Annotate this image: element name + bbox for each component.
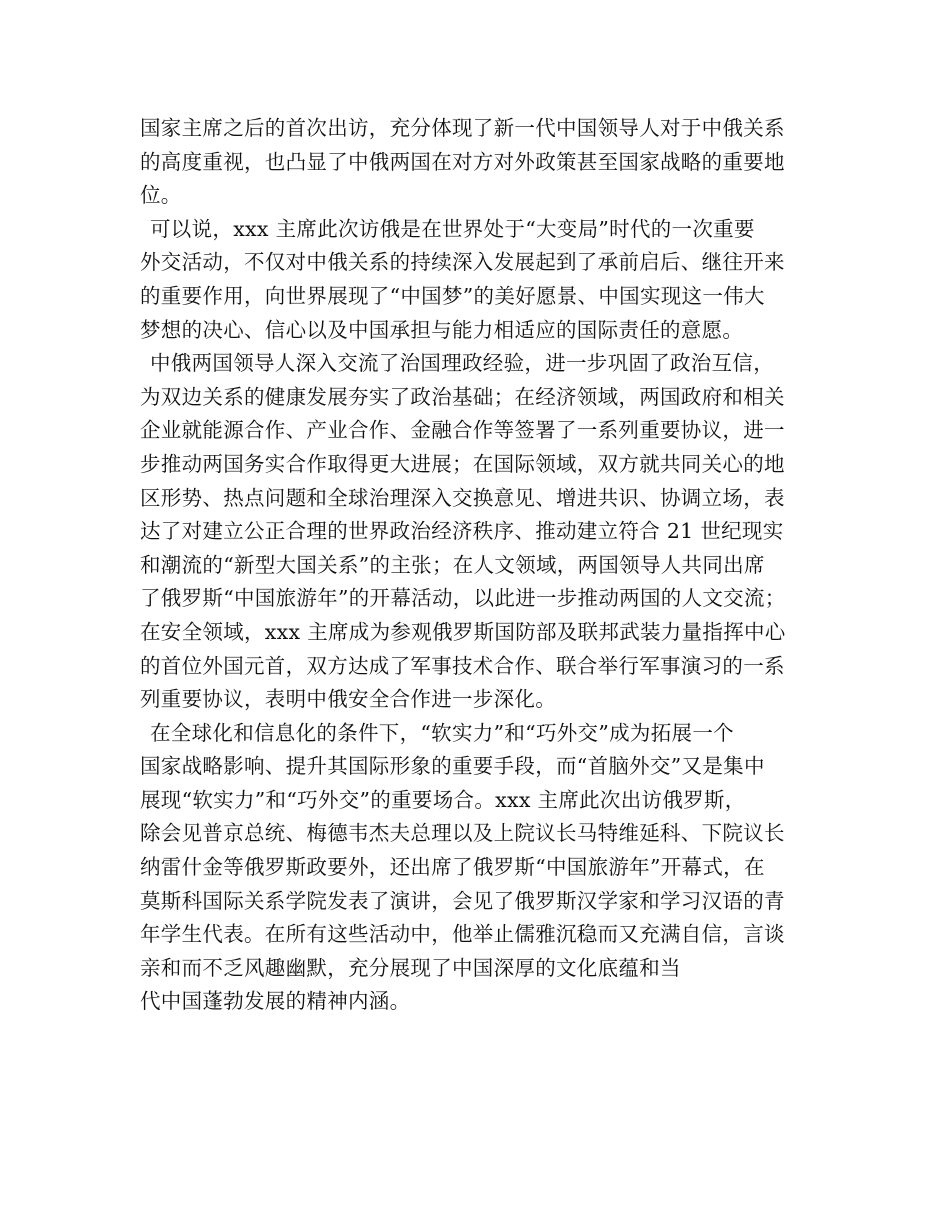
- text-line: 步推动两国务实合作取得更大进展；在国际领域，双方就共同关心的地: [140, 451, 785, 476]
- paragraph-start-line: 在全球化和信息化的条件下，“软实力”和“巧外交”成为拓展一个: [150, 720, 734, 745]
- text-line: 年学生代表。在所有这些活动中，他举止儒雅沉稳而又充满自信，言谈: [140, 922, 785, 947]
- text-line: 外交活动，不仅对中俄关系的持续深入发展起到了承前启后、继往开来: [140, 250, 785, 275]
- text-line: 纳雷什金等俄罗斯政要外，还出席了俄罗斯“中国旅游年”开幕式，在: [140, 855, 765, 880]
- text-line: 列重要协议，表明中俄安全合作进一步深化。: [140, 687, 556, 712]
- text-line: 的首位外国元首，双方达成了军事技术合作、联合举行军事演习的一系: [140, 653, 785, 678]
- text-line: 莫斯科国际关系学院发表了演讲，会见了俄罗斯汉学家和学习汉语的青: [140, 888, 785, 913]
- text-line: 为双边关系的健康发展夯实了政治基础；在经济领域，两国政府和相关: [140, 384, 785, 409]
- paragraph-start-line: 中俄两国领导人深入交流了治国理政经验，进一步巩固了政治互信，: [150, 351, 774, 376]
- text-line: 代中国蓬勃发展的精神内涵。: [140, 989, 411, 1014]
- text-line: 展现“软实力”和“巧外交”的重要场合。xxx 主席此次出访俄罗斯，: [140, 787, 746, 812]
- text-line: 达了对建立公正合理的世界政治经济秩序、推动建立符合 21 世纪现实: [140, 519, 784, 544]
- text-line: 国家战略影响、提升其国际形象的重要手段，而“首脑外交”又是集中: [140, 754, 765, 779]
- text-line: 企业就能源合作、产业合作、金融合作等签署了一系列重要协议，进一: [140, 418, 785, 443]
- text-line: 位。: [140, 183, 182, 208]
- text-line: 了俄罗斯“中国旅游年”的开幕活动，以此进一步推动两国的人文交流；: [140, 586, 786, 611]
- text-line: 的重要作用，向世界展现了“中国梦”的美好愿景、中国实现这一伟大: [140, 283, 765, 308]
- text-line: 的高度重视，也凸显了中俄两国在对方对外政策甚至国家战略的重要地: [140, 149, 785, 174]
- text-line: 在安全领域，xxx 主席成为参观俄罗斯国防部及联邦武装力量指挥中心: [140, 619, 786, 644]
- text-line: 国家主席之后的首次出访，充分体现了新一代中国领导人对于中俄关系: [140, 116, 785, 140]
- text-line: 亲和而不乏风趣幽默，充分展现了中国深厚的文化底蕴和当: [140, 955, 681, 980]
- text-line: 梦想的决心、信心以及中国承担与能力相适应的国际责任的意愿。: [140, 317, 744, 342]
- document-body: [140, 112, 820, 1019]
- text-line: 和潮流的“新型大国关系”的主张；在人文领域，两国领导人共同出席: [140, 552, 765, 577]
- text-line: 除会见普京总统、梅德韦杰夫总理以及上院议长马特维延科、下院议长: [140, 821, 785, 846]
- paragraph-start-line: 可以说，xxx 主席此次访俄是在世界处于“大变局”时代的一次重要: [150, 216, 755, 241]
- text-line: 区形势、热点问题和全球治理深入交换意见、增进共识、协调立场，表: [140, 485, 785, 510]
